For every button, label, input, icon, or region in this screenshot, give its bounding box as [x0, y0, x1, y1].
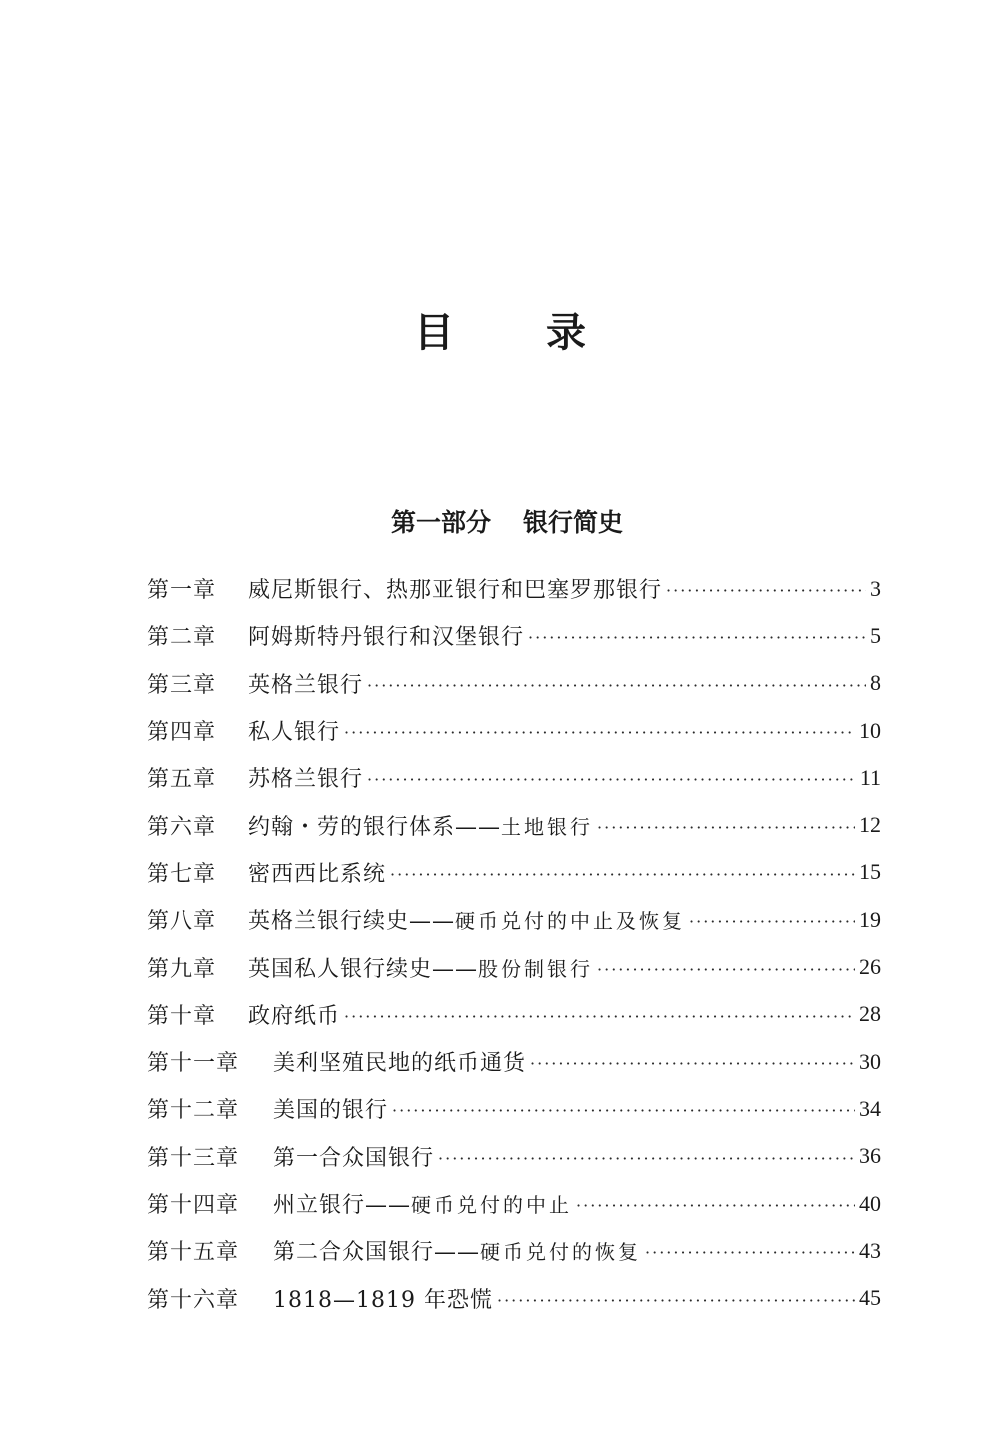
page-number: 10	[859, 717, 881, 743]
dot-leader	[344, 723, 855, 742]
page-number: 8	[870, 670, 881, 696]
toc-entry[interactable]	[147, 660, 881, 707]
dot-leader	[528, 628, 866, 647]
page-number: 11	[859, 764, 881, 790]
chapter-number: 第七章	[147, 861, 217, 887]
part-heading	[0, 503, 1000, 543]
dot-leader	[689, 912, 855, 931]
title-char-1: 目	[414, 310, 454, 356]
toc-entry[interactable]	[147, 1274, 881, 1321]
chapter-number: 第十二章	[147, 1098, 240, 1124]
page-title	[0, 305, 1000, 361]
dot-leader	[576, 1196, 855, 1215]
table-of-contents	[147, 565, 881, 1322]
chapter-title: 约翰・劳的银行体系——土地银行	[248, 814, 594, 840]
chapter-title: 阿姆斯特丹银行和汉堡银行	[248, 625, 525, 651]
chapter-title: 英格兰银行	[248, 672, 364, 698]
chapter-number: 第三章	[147, 672, 217, 698]
toc-entry[interactable]	[147, 707, 881, 754]
part-label: 第一部分	[390, 508, 491, 537]
chapter-number: 第十一章	[147, 1051, 240, 1077]
chapter-title: 美利坚殖民地的纸币通货	[273, 1051, 527, 1077]
chapter-title: 1818—1819 年恐慌	[273, 1287, 493, 1313]
chapter-title: 州立银行——硬币兑付的中止	[273, 1193, 573, 1218]
dot-leader	[597, 960, 855, 979]
chapter-title: 政府纸币	[248, 1003, 341, 1029]
dot-leader	[367, 770, 856, 789]
chapter-number: 第十章	[147, 1003, 217, 1029]
toc-entry[interactable]	[147, 1085, 881, 1132]
toc-entry[interactable]	[147, 1133, 881, 1180]
page-number: 43	[859, 1237, 881, 1263]
page-number: 30	[859, 1048, 881, 1074]
page-number: 12	[859, 812, 881, 838]
toc-entry[interactable]	[147, 896, 881, 943]
dot-leader	[392, 1101, 855, 1120]
chapter-number: 第十三章	[147, 1145, 240, 1171]
dot-leader	[530, 1054, 855, 1073]
chapter-number: 第八章	[147, 909, 217, 935]
chapter-number: 第二章	[147, 625, 217, 651]
chapter-title: 私人银行	[248, 720, 341, 746]
toc-entry[interactable]	[147, 1227, 881, 1274]
page-number: 28	[859, 1001, 881, 1027]
chapter-number: 第四章	[147, 720, 217, 746]
dot-leader	[597, 818, 855, 837]
dot-leader	[497, 1291, 855, 1310]
toc-entry[interactable]	[147, 801, 881, 848]
page-number: 5	[870, 622, 881, 648]
chapter-title: 美国的银行	[273, 1098, 389, 1124]
chapter-title: 苏格兰银行	[248, 767, 364, 793]
dot-leader	[438, 1149, 855, 1168]
dot-leader	[344, 1007, 855, 1026]
chapter-number: 第五章	[147, 767, 217, 793]
dot-leader	[645, 1243, 855, 1262]
toc-entry[interactable]	[147, 991, 881, 1038]
chapter-title: 威尼斯银行、热那亚银行和巴塞罗那银行	[248, 578, 663, 604]
toc-entry[interactable]	[147, 849, 881, 896]
chapter-number: 第十四章	[147, 1193, 240, 1218]
page-number: 36	[859, 1143, 881, 1169]
page-number: 3	[870, 575, 881, 601]
part-name: 银行简史	[523, 508, 624, 537]
dot-leader	[367, 676, 866, 695]
toc-entry[interactable]	[147, 612, 881, 659]
dot-leader	[666, 581, 866, 600]
toc-entry[interactable]	[147, 565, 881, 612]
toc-entry[interactable]	[147, 1180, 881, 1227]
toc-entry[interactable]	[147, 1038, 881, 1085]
chapter-number: 第一章	[147, 578, 217, 604]
toc-entry[interactable]	[147, 943, 881, 990]
chapter-number: 第十六章	[147, 1287, 240, 1313]
chapter-title: 密西西比系统	[248, 861, 387, 887]
dot-leader	[390, 865, 855, 884]
page-number: 45	[859, 1285, 881, 1311]
page-number: 40	[859, 1190, 881, 1216]
chapter-title: 第二合众国银行——硬币兑付的恢复	[273, 1240, 642, 1266]
chapter-title: 英格兰银行续史——硬币兑付的中止及恢复	[248, 909, 686, 935]
chapter-title: 英国私人银行续史——股份制银行	[248, 956, 594, 982]
chapter-number: 第六章	[147, 814, 217, 840]
page-number: 19	[859, 906, 881, 932]
chapter-title: 第一合众国银行	[273, 1145, 435, 1171]
toc-entry[interactable]	[147, 754, 881, 801]
page-number: 15	[859, 859, 881, 885]
page-number: 34	[859, 1095, 881, 1121]
title-char-2: 录	[546, 310, 586, 356]
page-number: 26	[859, 954, 881, 980]
chapter-number: 第九章	[147, 956, 217, 982]
chapter-number: 第十五章	[147, 1240, 240, 1266]
